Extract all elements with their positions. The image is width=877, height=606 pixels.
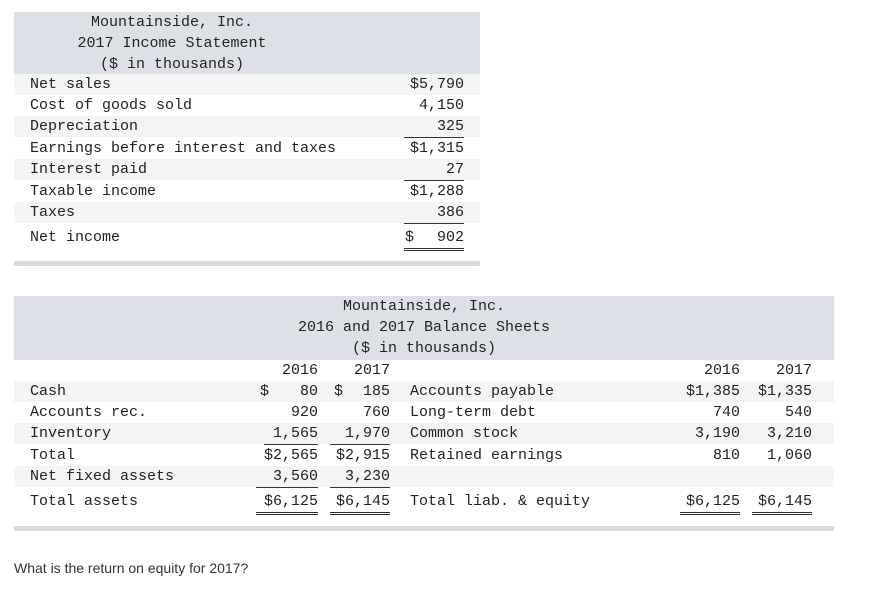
asset-2016-dollar: $ xyxy=(260,383,270,400)
company-name: Mountainside, Inc. xyxy=(342,298,506,315)
income-row-taxes xyxy=(14,202,480,223)
liability-label: Accounts payable xyxy=(410,383,555,400)
asset-2016-value: 80 xyxy=(299,383,318,400)
asset-label: Inventory xyxy=(30,425,112,442)
row-value: 386 xyxy=(404,202,464,224)
income-statement xyxy=(14,12,480,246)
asset-2016-value: 1,565 xyxy=(264,423,318,445)
row-label: Taxes xyxy=(30,204,76,221)
statement-title: 2017 Income Statement xyxy=(77,35,267,52)
asset-2017-value: 3,230 xyxy=(330,466,390,488)
row-value: 27 xyxy=(404,159,464,181)
asset-label: Net fixed assets xyxy=(30,468,175,485)
income-row-ebit xyxy=(14,138,480,159)
section-divider xyxy=(14,526,834,531)
liability-2017-value: $6,145 xyxy=(752,491,812,515)
liability-2017-value: $1,335 xyxy=(757,383,812,400)
asset-2016-value: $6,125 xyxy=(256,491,318,515)
asset-label: Total assets xyxy=(30,493,139,510)
asset-2016-value: $2,565 xyxy=(263,447,318,464)
asset-label: Total xyxy=(30,447,76,464)
balance-row-4 xyxy=(14,445,834,466)
liability-2016-value: 810 xyxy=(712,447,740,464)
income-row-taxable xyxy=(14,181,480,202)
asset-2017-value: 760 xyxy=(362,404,390,421)
asset-2016-value: 3,560 xyxy=(256,466,318,488)
balance-row-5 xyxy=(14,466,834,487)
asset-2017-dollar: $ xyxy=(334,383,344,400)
liability-label: Common stock xyxy=(410,425,519,442)
year-2017-liabilities: 2017 xyxy=(752,360,812,382)
year-2017-assets: 2017 xyxy=(330,360,390,382)
row-label: Interest paid xyxy=(30,161,148,178)
liability-2016-value: 740 xyxy=(712,404,740,421)
balance-sheet-header xyxy=(14,296,834,360)
row-value: $1,288 xyxy=(409,183,464,200)
liability-2016-value: $6,125 xyxy=(680,491,740,515)
row-label: Earnings before interest and taxes xyxy=(30,140,337,157)
year-header-row xyxy=(14,360,834,381)
row-value: $5,790 xyxy=(409,76,464,93)
income-row-depreciation xyxy=(14,116,480,137)
row-value: 902 xyxy=(404,227,464,251)
row-value: $1,315 xyxy=(409,140,464,157)
year-2016-assets: 2016 xyxy=(256,360,318,382)
section-divider xyxy=(14,261,480,266)
statement-title: 2016 and 2017 Balance Sheets xyxy=(297,319,551,336)
asset-label: Cash xyxy=(30,383,67,400)
row-label: Net income xyxy=(30,229,121,246)
row-label: Cost of goods sold xyxy=(30,97,193,114)
asset-label: Accounts rec. xyxy=(30,404,148,421)
liability-2016-value: $1,385 xyxy=(685,383,740,400)
balance-row-6 xyxy=(14,491,834,512)
balance-sheet xyxy=(14,296,834,510)
liability-label: Retained earnings xyxy=(410,447,564,464)
income-row-net-income xyxy=(14,227,480,248)
company-name: Mountainside, Inc. xyxy=(90,14,254,31)
row-value: 4,150 xyxy=(418,97,464,114)
asset-2017-value: 185 xyxy=(362,383,390,400)
row-label: Taxable income xyxy=(30,183,157,200)
liability-2016-value: 3,190 xyxy=(694,425,740,442)
liability-label: Total liab. & equity xyxy=(410,493,591,510)
income-row-interest xyxy=(14,159,480,180)
liability-2017-value: 1,060 xyxy=(766,447,812,464)
row-label: Depreciation xyxy=(30,118,139,135)
income-row-cogs xyxy=(14,95,480,116)
liability-2017-value: 3,210 xyxy=(766,425,812,442)
asset-2017-value: 1,970 xyxy=(330,423,390,445)
balance-row-3 xyxy=(14,423,834,444)
question-text: What is the return on equity for 2017? xyxy=(14,560,249,576)
asset-2017-value: $2,915 xyxy=(335,447,390,464)
asset-2016-value: 920 xyxy=(290,404,318,421)
income-row-net-sales xyxy=(14,74,480,95)
income-statement-header xyxy=(14,12,480,74)
row-dollar-sign: $ xyxy=(405,229,415,246)
row-label: Net sales xyxy=(30,76,112,93)
year-2016-liabilities: 2016 xyxy=(680,360,740,382)
liability-2017-value: 540 xyxy=(784,404,812,421)
asset-2017-value: $6,145 xyxy=(330,491,390,515)
liability-label: Long-term debt xyxy=(410,404,537,421)
row-value: 325 xyxy=(404,116,464,138)
units-note: ($ in thousands) xyxy=(99,56,245,73)
balance-row-1 xyxy=(14,381,834,402)
balance-row-2 xyxy=(14,402,834,423)
units-note: ($ in thousands) xyxy=(351,340,497,357)
